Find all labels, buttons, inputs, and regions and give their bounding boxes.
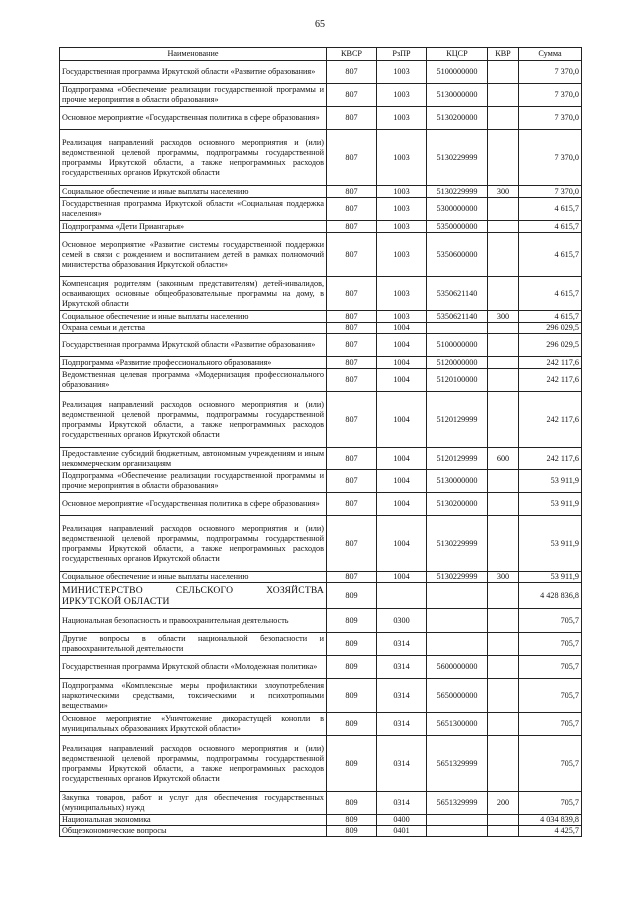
cell-name: Реализация направлений расходов основного мероприятия и (или) ведомственной целевой программы, подпрограммы государственной программы Иркутской области, а также непрограммных расходов государственных органов Иркутской области <box>60 130 327 186</box>
cell-sum: 4 615,7 <box>519 311 582 323</box>
table-row <box>60 656 582 679</box>
cell-sum: 7 370,0 <box>519 130 582 186</box>
cell-rzpr: 1003 <box>377 186 427 198</box>
cell-name: Государственная программа Иркутской области «Социальная поддержка населения» <box>60 198 327 221</box>
column-header-rzpr: РзПР <box>377 48 427 61</box>
cell-rzpr: 1004 <box>377 392 427 448</box>
table-row <box>60 392 582 448</box>
table-body <box>60 61 582 837</box>
cell-kcsr: 5651329999 <box>427 736 488 792</box>
column-header-kcsr: КЦСР <box>427 48 488 61</box>
table-row <box>60 186 582 198</box>
cell-kvsr: 809 <box>327 583 377 609</box>
cell-kvr <box>488 334 519 357</box>
table-row <box>60 233 582 277</box>
cell-rzpr: 1004 <box>377 369 427 392</box>
cell-kcsr: 5120129999 <box>427 392 488 448</box>
cell-rzpr: 0314 <box>377 736 427 792</box>
cell-kcsr: 5100000000 <box>427 61 488 84</box>
cell-kvsr: 809 <box>327 826 377 837</box>
table-row <box>60 583 582 609</box>
cell-rzpr: 0401 <box>377 826 427 837</box>
cell-kvr <box>488 392 519 448</box>
cell-kcsr <box>427 323 488 334</box>
cell-name: Подпрограмма «Дети Приангарья» <box>60 221 327 233</box>
cell-kvr <box>488 470 519 493</box>
cell-name: Основное мероприятие «Государственная политика в сфере образования» <box>60 107 327 130</box>
cell-kvsr: 807 <box>327 334 377 357</box>
cell-rzpr: 1003 <box>377 198 427 221</box>
cell-rzpr: 1004 <box>377 493 427 516</box>
table-row <box>60 815 582 826</box>
cell-name: Реализация направлений расходов основного мероприятия и (или) ведомственной целевой программы, подпрограммы государственной программы Иркутской области, а также непрограммных расходов государственных органов Иркутской области <box>60 392 327 448</box>
cell-kvsr: 807 <box>327 221 377 233</box>
cell-kvr <box>488 609 519 633</box>
cell-kvr <box>488 221 519 233</box>
table-row <box>60 792 582 815</box>
cell-kvr <box>488 493 519 516</box>
cell-name: Реализация направлений расходов основного мероприятия и (или) ведомственной целевой программы, подпрограммы государственной программы Иркутской области, а также непрограммных расходов государственных органов Иркутской области <box>60 736 327 792</box>
cell-name: Подпрограмма «Обеспечение реализации государственной программы и прочие мероприятия в области образования» <box>60 84 327 107</box>
cell-kvr <box>488 323 519 334</box>
cell-kcsr: 5130229999 <box>427 516 488 572</box>
table-row <box>60 334 582 357</box>
cell-name: Другие вопросы в области национальной безопасности и правоохранительной деятельности <box>60 633 327 656</box>
cell-kvr <box>488 679 519 713</box>
cell-rzpr: 1003 <box>377 130 427 186</box>
cell-sum: 705,7 <box>519 656 582 679</box>
cell-sum: 4 425,7 <box>519 826 582 837</box>
table-row <box>60 609 582 633</box>
cell-kcsr: 5120000000 <box>427 357 488 369</box>
cell-name: Реализация направлений расходов основного мероприятия и (или) ведомственной целевой программы, подпрограммы государственной программы Иркутской области, а также непрограммных расходов государственных органов Иркутской области <box>60 516 327 572</box>
cell-kcsr: 5130000000 <box>427 470 488 493</box>
cell-kvr <box>488 84 519 107</box>
cell-sum: 705,7 <box>519 713 582 736</box>
cell-kvr <box>488 107 519 130</box>
cell-kcsr: 5651329999 <box>427 792 488 815</box>
cell-kvr <box>488 130 519 186</box>
cell-kvsr: 807 <box>327 357 377 369</box>
cell-rzpr: 1003 <box>377 311 427 323</box>
cell-kvsr: 809 <box>327 815 377 826</box>
cell-sum: 705,7 <box>519 792 582 815</box>
cell-rzpr: 0314 <box>377 713 427 736</box>
cell-sum: 53 911,9 <box>519 572 582 583</box>
cell-name: Государственная программа Иркутской области «Молодежная политика» <box>60 656 327 679</box>
cell-name: Социальное обеспечение и иные выплаты населению <box>60 311 327 323</box>
cell-kcsr: 5350621140 <box>427 277 488 311</box>
cell-kvsr: 807 <box>327 130 377 186</box>
cell-sum: 4 428 836,8 <box>519 583 582 609</box>
cell-kvsr: 807 <box>327 470 377 493</box>
table-row <box>60 277 582 311</box>
cell-rzpr <box>377 583 427 609</box>
cell-kcsr: 5350600000 <box>427 233 488 277</box>
cell-rzpr: 1004 <box>377 357 427 369</box>
cell-kvr <box>488 369 519 392</box>
cell-name: Компенсация родителям (законным представителям) детей-инвалидов, осваивающих основные общеобразовательные программы на дому, в Иркутской области <box>60 277 327 311</box>
cell-kcsr: 5350000000 <box>427 221 488 233</box>
cell-sum: 7 370,0 <box>519 84 582 107</box>
cell-sum: 7 370,0 <box>519 107 582 130</box>
cell-rzpr: 1004 <box>377 516 427 572</box>
cell-name: Основное мероприятие «Уничтожение дикорастущей конопли в муниципальных образованиях Иркутской области» <box>60 713 327 736</box>
cell-sum: 4 615,7 <box>519 233 582 277</box>
table-row <box>60 369 582 392</box>
cell-kvsr: 807 <box>327 84 377 107</box>
cell-kvr <box>488 516 519 572</box>
table-row <box>60 107 582 130</box>
cell-kcsr: 5130229999 <box>427 130 488 186</box>
cell-kcsr: 5350621140 <box>427 311 488 323</box>
cell-kvsr: 807 <box>327 392 377 448</box>
cell-name: Социальное обеспечение и иные выплаты населению <box>60 572 327 583</box>
cell-kvsr: 807 <box>327 369 377 392</box>
cell-rzpr: 1004 <box>377 448 427 470</box>
cell-kcsr: 5120100000 <box>427 369 488 392</box>
cell-sum: 4 615,7 <box>519 221 582 233</box>
cell-sum: 53 911,9 <box>519 493 582 516</box>
table-row <box>60 198 582 221</box>
cell-name: Закупка товаров, работ и услуг для обеспечения государственных (муниципальных) нужд <box>60 792 327 815</box>
table-row <box>60 679 582 713</box>
cell-sum: 7 370,0 <box>519 186 582 198</box>
cell-rzpr: 1003 <box>377 221 427 233</box>
cell-name: Основное мероприятие «Государственная политика в сфере образования» <box>60 493 327 516</box>
cell-rzpr: 1003 <box>377 277 427 311</box>
cell-kcsr: 5120129999 <box>427 448 488 470</box>
cell-rzpr: 1004 <box>377 323 427 334</box>
table-row <box>60 311 582 323</box>
cell-kvr <box>488 198 519 221</box>
cell-name: Основное мероприятие «Развитие системы государственной поддержки семей в связи с рождением и воспитанием детей в рамках полномочий министерства образования Иркутской области» <box>60 233 327 277</box>
cell-kvr <box>488 736 519 792</box>
cell-name: Подпрограмма «Комплексные меры профилактики злоупотребления наркотическими средствами, токсическими и психотропными веществами» <box>60 679 327 713</box>
cell-sum: 4 034 839,8 <box>519 815 582 826</box>
cell-rzpr: 0314 <box>377 679 427 713</box>
cell-kvr: 600 <box>488 448 519 470</box>
cell-kvsr: 807 <box>327 198 377 221</box>
cell-kvsr: 809 <box>327 633 377 656</box>
cell-kvsr: 807 <box>327 572 377 583</box>
cell-kvsr: 809 <box>327 792 377 815</box>
cell-kcsr: 5130229999 <box>427 572 488 583</box>
cell-name: Национальная безопасность и правоохранительная деятельность <box>60 609 327 633</box>
cell-kvsr: 807 <box>327 448 377 470</box>
cell-sum: 705,7 <box>519 679 582 713</box>
cell-name: Государственная программа Иркутской области «Развитие образования» <box>60 61 327 84</box>
cell-kcsr: 5300000000 <box>427 198 488 221</box>
table-row <box>60 826 582 837</box>
cell-kvsr: 807 <box>327 493 377 516</box>
cell-kvr: 300 <box>488 186 519 198</box>
cell-kvsr: 807 <box>327 516 377 572</box>
cell-kvr <box>488 656 519 679</box>
cell-kvsr: 809 <box>327 713 377 736</box>
cell-kcsr: 5651300000 <box>427 713 488 736</box>
cell-rzpr: 0314 <box>377 792 427 815</box>
cell-sum: 53 911,9 <box>519 516 582 572</box>
cell-sum: 4 615,7 <box>519 277 582 311</box>
cell-kcsr: 5130229999 <box>427 186 488 198</box>
table-row <box>60 323 582 334</box>
cell-kcsr <box>427 583 488 609</box>
cell-kcsr: 5650000000 <box>427 679 488 713</box>
cell-kvsr: 809 <box>327 679 377 713</box>
table-row <box>60 84 582 107</box>
cell-kvr <box>488 826 519 837</box>
cell-kvr: 300 <box>488 572 519 583</box>
budget-table <box>59 47 582 837</box>
table-row <box>60 130 582 186</box>
cell-kvsr: 807 <box>327 61 377 84</box>
cell-kvr <box>488 815 519 826</box>
cell-kcsr <box>427 633 488 656</box>
cell-kvr <box>488 277 519 311</box>
cell-rzpr: 1003 <box>377 107 427 130</box>
cell-kcsr <box>427 815 488 826</box>
column-header-name: Наименование <box>60 48 327 61</box>
table-row <box>60 736 582 792</box>
table-header-row <box>60 48 582 61</box>
table-row <box>60 470 582 493</box>
table-row <box>60 572 582 583</box>
cell-sum: 242 117,6 <box>519 448 582 470</box>
cell-rzpr: 1003 <box>377 61 427 84</box>
cell-rzpr: 1004 <box>377 334 427 357</box>
cell-rzpr: 0314 <box>377 656 427 679</box>
cell-sum: 242 117,6 <box>519 392 582 448</box>
cell-kvsr: 807 <box>327 186 377 198</box>
cell-name: Подпрограмма «Развитие профессионального образования» <box>60 357 327 369</box>
cell-name: Государственная программа Иркутской области «Развитие образования» <box>60 334 327 357</box>
cell-kvr: 300 <box>488 311 519 323</box>
cell-kcsr <box>427 609 488 633</box>
page-number: 65 <box>315 19 325 30</box>
cell-kvr <box>488 713 519 736</box>
cell-sum: 7 370,0 <box>519 61 582 84</box>
cell-kvr <box>488 357 519 369</box>
cell-rzpr: 0314 <box>377 633 427 656</box>
column-header-kvr: КВР <box>488 48 519 61</box>
table-row <box>60 633 582 656</box>
cell-kvsr: 807 <box>327 107 377 130</box>
cell-kcsr: 5130200000 <box>427 107 488 130</box>
cell-kvsr: 807 <box>327 277 377 311</box>
cell-kvsr: 807 <box>327 233 377 277</box>
cell-sum: 705,7 <box>519 736 582 792</box>
cell-name: Национальная экономика <box>60 815 327 826</box>
table-row <box>60 221 582 233</box>
cell-kcsr <box>427 826 488 837</box>
cell-kvr: 200 <box>488 792 519 815</box>
column-header-kvsr: КВСР <box>327 48 377 61</box>
cell-kvr <box>488 633 519 656</box>
cell-name: МИНИСТЕРСТВО СЕЛЬСКОГО ХОЗЯЙСТВА ИРКУТСКОЙ ОБЛАСТИ <box>60 583 327 609</box>
cell-name: Социальное обеспечение и иные выплаты населению <box>60 186 327 198</box>
cell-sum: 242 117,6 <box>519 357 582 369</box>
cell-rzpr: 0300 <box>377 609 427 633</box>
cell-kvsr: 809 <box>327 609 377 633</box>
cell-name: Охрана семьи и детства <box>60 323 327 334</box>
column-header-sum: Сумма <box>519 48 582 61</box>
cell-sum: 705,7 <box>519 609 582 633</box>
cell-kvsr: 809 <box>327 656 377 679</box>
cell-kvr <box>488 583 519 609</box>
table-row <box>60 493 582 516</box>
cell-kvsr: 809 <box>327 736 377 792</box>
cell-rzpr: 1004 <box>377 572 427 583</box>
cell-sum: 242 117,6 <box>519 369 582 392</box>
cell-name: Подпрограмма «Обеспечение реализации государственной программы и прочие мероприятия в области образования» <box>60 470 327 493</box>
cell-rzpr: 1003 <box>377 84 427 107</box>
cell-kvsr: 807 <box>327 311 377 323</box>
cell-name: Предоставление субсидий бюджетным, автономным учреждениям и иным некоммерческим организациям <box>60 448 327 470</box>
cell-sum: 705,7 <box>519 633 582 656</box>
cell-sum: 296 029,5 <box>519 323 582 334</box>
cell-kcsr: 5600000000 <box>427 656 488 679</box>
table-row <box>60 448 582 470</box>
cell-rzpr: 1003 <box>377 233 427 277</box>
cell-kvr <box>488 61 519 84</box>
cell-kcsr: 5100000000 <box>427 334 488 357</box>
cell-kvr <box>488 233 519 277</box>
table-row <box>60 61 582 84</box>
cell-name: Общеэкономические вопросы <box>60 826 327 837</box>
cell-sum: 53 911,9 <box>519 470 582 493</box>
table-row <box>60 357 582 369</box>
cell-sum: 296 029,5 <box>519 334 582 357</box>
cell-sum: 4 615,7 <box>519 198 582 221</box>
table-row <box>60 516 582 572</box>
cell-kcsr: 5130000000 <box>427 84 488 107</box>
cell-kcsr: 5130200000 <box>427 493 488 516</box>
table-row <box>60 713 582 736</box>
cell-rzpr: 1004 <box>377 470 427 493</box>
cell-name: Ведомственная целевая программа «Модернизация профессионального образования» <box>60 369 327 392</box>
cell-kvsr: 807 <box>327 323 377 334</box>
cell-rzpr: 0400 <box>377 815 427 826</box>
